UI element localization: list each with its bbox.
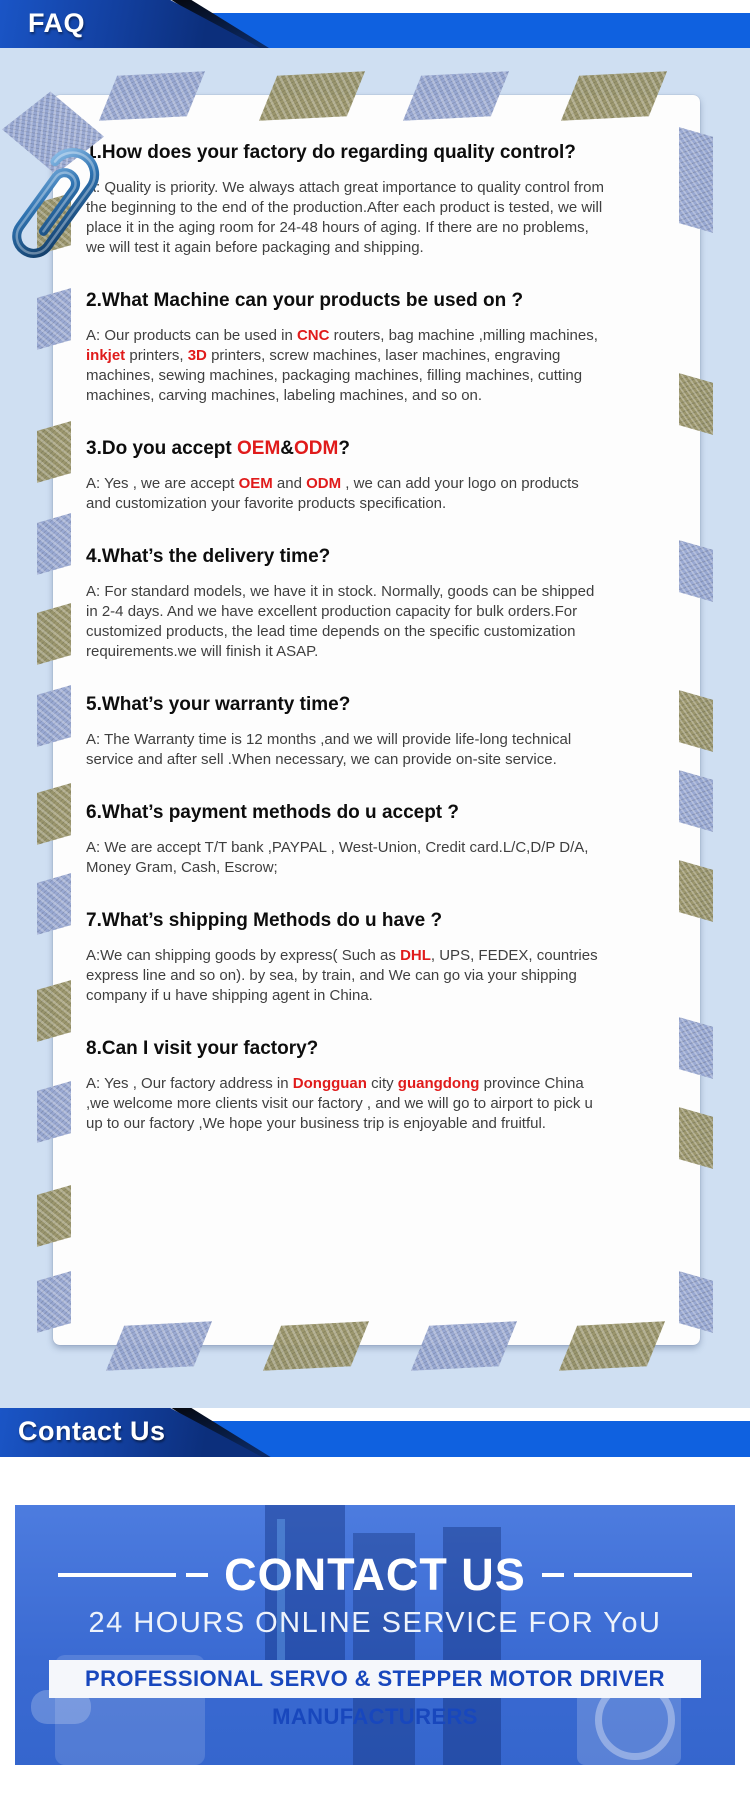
highlight-red: OEM bbox=[238, 475, 273, 492]
tape-strip bbox=[679, 690, 713, 752]
faq-list bbox=[53, 95, 700, 1134]
faq-question bbox=[86, 1036, 607, 1062]
text-segment: & bbox=[280, 438, 295, 459]
text-segment: A: The Warranty time is 12 months ,and we will provide life-long technical service and after sell .When necessary, we can provide on-site service. bbox=[86, 731, 572, 768]
text-segment: 2.What Machine can your products be used on ? bbox=[86, 290, 524, 311]
faq-item bbox=[86, 1036, 607, 1134]
tape-strip bbox=[679, 540, 713, 602]
highlight-red: DHL bbox=[400, 947, 431, 964]
text-segment: 6.What’s payment methods do u accept ? bbox=[86, 802, 460, 823]
faq-answer bbox=[86, 838, 607, 878]
contact-section bbox=[0, 1457, 750, 1816]
faq-item bbox=[86, 800, 607, 878]
faq-answer bbox=[86, 730, 607, 770]
title-dash bbox=[58, 1573, 176, 1577]
tape-strip bbox=[37, 685, 71, 747]
text-segment: 8.Can I visit your factory? bbox=[86, 1038, 319, 1059]
tape-strip bbox=[37, 1081, 71, 1143]
highlight-red: inkjet bbox=[86, 347, 126, 364]
text-segment: ? bbox=[338, 438, 350, 459]
contact-box-title: CONTACT US bbox=[224, 1549, 526, 1600]
text-segment: 7.What’s shipping Methods do u have ? bbox=[86, 910, 443, 931]
tape-strip bbox=[37, 1271, 71, 1333]
highlight-red: Dongguan bbox=[292, 1075, 367, 1092]
faq-question bbox=[86, 288, 607, 314]
contact-box-subtitle: 24 HOURS ONLINE SERVICE FOR YoU bbox=[88, 1607, 662, 1639]
highlight-red: ODM bbox=[294, 438, 339, 459]
text-segment: 4.What’s the delivery time? bbox=[86, 546, 331, 567]
text-segment: province China ,we welcome more clients visit our factory , and we will go to airport to pick u up to our factory ,We hope your business trip is enjoyable and fruitful. bbox=[86, 1075, 593, 1132]
tape-strip bbox=[37, 980, 71, 1042]
tape-strip bbox=[679, 1107, 713, 1169]
title-dash bbox=[574, 1573, 692, 1577]
text-segment: city bbox=[366, 1075, 398, 1092]
text-segment: 3.Do you accept bbox=[86, 438, 237, 459]
faq-item bbox=[86, 140, 607, 258]
contact-banner-title: Contact Us bbox=[18, 1416, 166, 1446]
faq-question bbox=[86, 436, 607, 462]
tape-strip bbox=[411, 1321, 517, 1371]
contact-box-ribbon: PROFESSIONAL SERVO & STEPPER MOTOR DRIVER MANUFACTURERS bbox=[49, 1660, 701, 1698]
text-segment: , UPS, FEDEX, countries express line and so on). by sea, by train, and We can go via your shipping company if u have shipping agent in China. bbox=[86, 947, 598, 1004]
tape-strip bbox=[679, 373, 713, 435]
highlight-red: 3D bbox=[187, 347, 207, 364]
faq-question bbox=[86, 908, 607, 934]
tape-strip bbox=[559, 1321, 665, 1371]
faq-question bbox=[86, 140, 607, 166]
contact-us-box bbox=[15, 1505, 735, 1765]
tape-strip bbox=[37, 783, 71, 845]
text-segment: A: For standard models, we have it in stock. Normally, goods can be shipped in 2-4 days. And we have excellent production capacity for bulk orders.For customized products, the lead time depends on the specific customization requirements.we will finish it ASAP. bbox=[86, 583, 595, 660]
tape-strip bbox=[106, 1321, 212, 1371]
highlight-red: OEM bbox=[237, 438, 281, 459]
highlight-red: CNC bbox=[296, 327, 330, 344]
faq-answer bbox=[86, 1074, 607, 1134]
contact-section-banner bbox=[0, 1408, 750, 1457]
faq-answer bbox=[86, 946, 607, 1006]
tape-strip bbox=[679, 860, 713, 922]
highlight-red: ODM bbox=[306, 475, 342, 492]
text-segment: A:We can shipping goods by express( Such as bbox=[86, 947, 401, 964]
faq-item bbox=[86, 692, 607, 770]
highlight-red: guangdong bbox=[397, 1075, 480, 1092]
faq-section-banner bbox=[0, 0, 750, 49]
faq-answer bbox=[86, 582, 607, 662]
tape-strip bbox=[679, 770, 713, 832]
text-segment: , we can add your logo on products and customization your favorite products specification. bbox=[86, 475, 579, 512]
text-segment: A: Yes , Our factory address in bbox=[86, 1075, 293, 1092]
text-segment: printers, bbox=[125, 347, 188, 364]
text-segment: 5.What’s your warranty time? bbox=[86, 694, 351, 715]
faq-question bbox=[86, 692, 607, 718]
tape-strip bbox=[37, 873, 71, 935]
text-segment: and bbox=[272, 475, 307, 492]
faq-answer bbox=[86, 326, 607, 406]
text-segment: A: We are accept T/T bank ,PAYPAL , West-Union, Credit card.L/C,D/P D/A, Money Gram, Cash, Escrow; bbox=[86, 839, 589, 876]
faq-item bbox=[86, 544, 607, 662]
faq-answer bbox=[86, 178, 607, 258]
faq-question bbox=[86, 544, 607, 570]
tape-strip bbox=[37, 513, 71, 575]
faq-item bbox=[86, 288, 607, 406]
text-segment: A: Our products can be used in bbox=[86, 327, 297, 344]
faq-item bbox=[86, 908, 607, 1006]
faq-item bbox=[86, 436, 607, 514]
faq-section bbox=[0, 48, 750, 1408]
text-segment: routers, bag machine ,milling machines, bbox=[329, 327, 598, 344]
tape-strip bbox=[37, 1185, 71, 1247]
tape-strip bbox=[679, 1017, 713, 1079]
tape-strip bbox=[37, 603, 71, 665]
contact-title-row bbox=[15, 1549, 735, 1601]
text-segment: A: Yes , we are accept bbox=[86, 475, 239, 492]
tape-strip bbox=[37, 421, 71, 483]
text-segment: printers, screw machines, laser machines, engraving machines, sewing machines, packaging machines, filling machines, cutting machines, carving machines, labeling machines, and so on. bbox=[86, 347, 583, 404]
faq-banner-title: FAQ bbox=[28, 8, 86, 38]
faq-paper-card bbox=[53, 95, 700, 1345]
text-segment: A: Quality is priority. We always attach great importance to quality control from the beginning to the end of the production.After each product is tested, we will place it in the aging room for 24-48 hours of aging. If there are no problems, we will test it again before packaging and shipping. bbox=[86, 179, 604, 256]
faq-question bbox=[86, 800, 607, 826]
title-dash bbox=[542, 1573, 564, 1577]
text-segment: 1.How does your factory do regarding quality control? bbox=[86, 142, 576, 163]
faq-answer bbox=[86, 474, 607, 514]
tape-strip bbox=[37, 288, 71, 350]
title-dash bbox=[186, 1573, 208, 1577]
tape-strip bbox=[263, 1321, 369, 1371]
tape-strip bbox=[679, 1271, 713, 1333]
tape-strip bbox=[679, 127, 713, 233]
